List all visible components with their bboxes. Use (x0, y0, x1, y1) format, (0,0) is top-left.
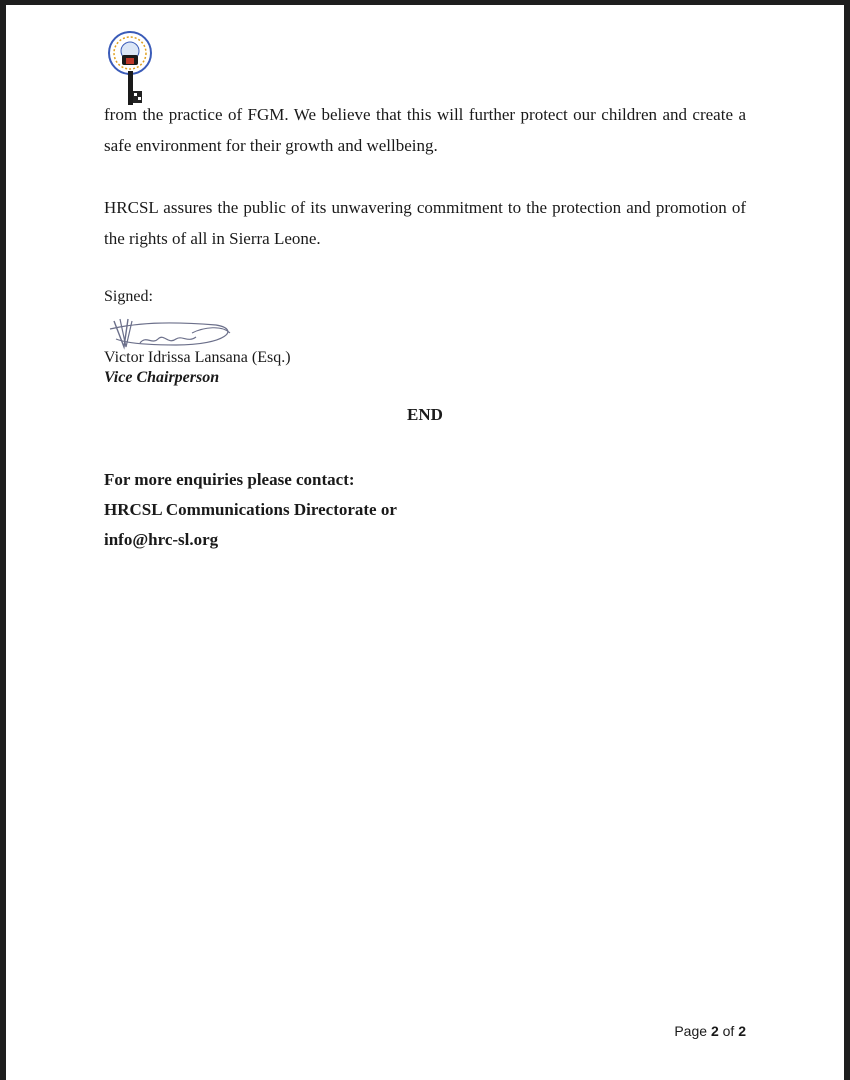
page-number (674, 1023, 746, 1039)
contact-email[interactable]: info@hrc-sl.org (104, 530, 219, 549)
page-word: Page (674, 1023, 708, 1039)
contact-line-2: HRCSL Communications Directorate or (104, 500, 397, 519)
signed-label: Signed: (104, 288, 153, 305)
contact-line-1: For more enquiries please contact: (104, 470, 355, 489)
signatory-name: Victor Idrissa Lansana (Esq.) (104, 349, 291, 366)
of-word: of (722, 1023, 735, 1039)
document-page (6, 5, 844, 1080)
end-marker: END (407, 405, 443, 424)
total-pages: 2 (738, 1023, 746, 1039)
body-paragraph-2: HRCSL assures the public of its unwavering commitment to the protection and promotion of the rights of all in Sierra Leone. (104, 198, 746, 248)
current-page: 2 (710, 1023, 719, 1039)
signatory-title: Vice Chairperson (104, 369, 220, 386)
contact-block (104, 465, 397, 555)
body-paragraph-1: from the practice of FGM. We believe that this will further protect our children and create a safe environment for their growth and wellbeing. (104, 105, 746, 155)
